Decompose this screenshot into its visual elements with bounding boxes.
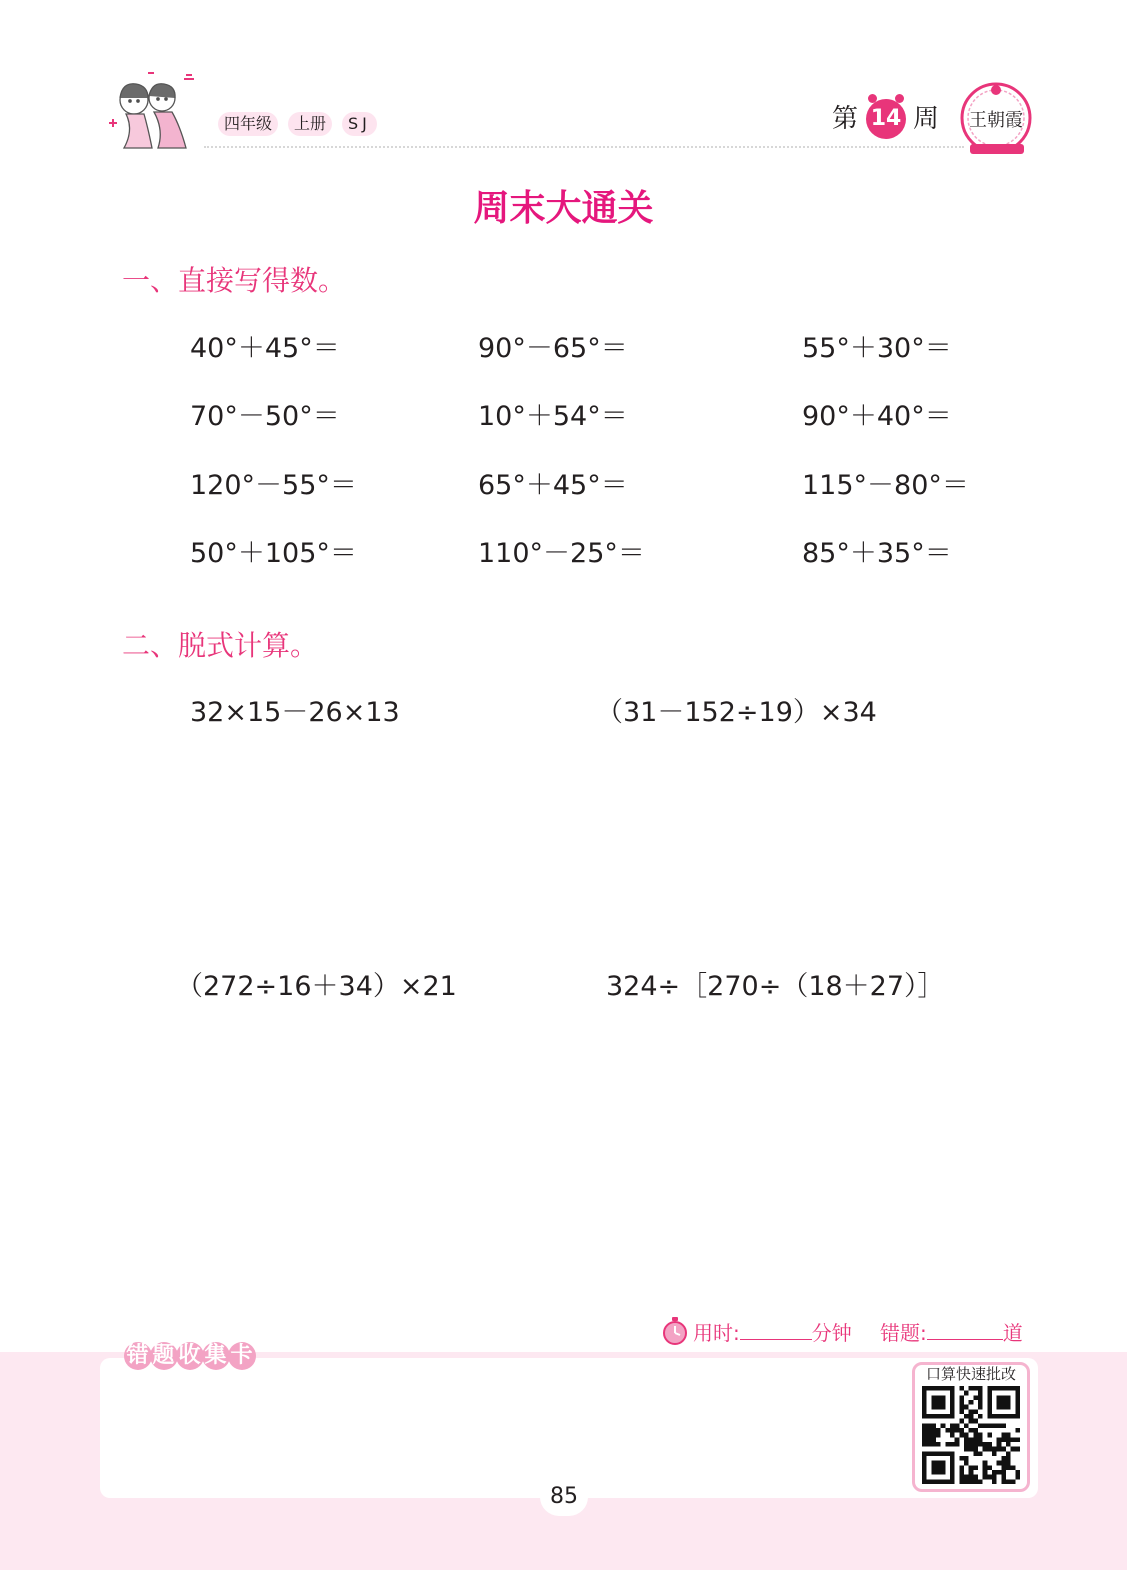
week-suffix: 周	[913, 104, 940, 134]
page-number: 85	[550, 1484, 578, 1509]
edition-tag: SJ	[342, 112, 377, 136]
section-heading-mental-math: 一、直接写得数。	[122, 264, 347, 297]
mental-math-item: 115°－80°＝	[802, 470, 969, 501]
calculation-item: （31－152÷19）×34	[596, 697, 877, 728]
mental-math-item: 40°＋45°＝	[190, 333, 340, 364]
page-title: 周末大通关	[473, 188, 654, 229]
qr-code[interactable]	[922, 1386, 1020, 1484]
error-unit: 道	[1002, 1321, 1023, 1345]
label-char: 收	[176, 1342, 204, 1370]
mental-math-item: 110°－25°＝	[478, 538, 645, 569]
brand-seal	[958, 80, 1036, 160]
mental-math-item: 90°＋40°＝	[802, 401, 952, 432]
header-divider	[204, 146, 964, 148]
grade-tag: 四年级	[218, 112, 278, 136]
error-count-field	[880, 1320, 1023, 1346]
time-used-field	[693, 1320, 852, 1346]
mental-math-item: 10°＋54°＝	[478, 401, 628, 432]
calculation-item: （272÷16＋34）×21	[176, 971, 457, 1002]
kids-illustration	[104, 70, 204, 154]
week-prefix: 第	[832, 104, 859, 134]
time-label: 用时:	[693, 1321, 740, 1345]
error-blank[interactable]	[927, 1321, 1003, 1340]
label-char: 错	[124, 1342, 152, 1370]
qr-caption: 口算快速批改	[925, 1365, 1016, 1383]
volume-tag: 上册	[288, 112, 332, 136]
label-char: 题	[150, 1342, 178, 1370]
stopwatch-icon	[661, 1316, 689, 1346]
alarm-clock-badge: 14	[866, 99, 906, 139]
mental-math-item: 65°＋45°＝	[478, 470, 628, 501]
label-char: 卡	[228, 1342, 256, 1370]
svg-text:王朝霞: 王朝霞	[969, 110, 1023, 131]
mental-math-item: 120°－55°＝	[190, 470, 357, 501]
calculation-item: 324÷［270÷（18＋27）］	[606, 971, 945, 1002]
mental-math-item: 55°＋30°＝	[802, 333, 952, 364]
time-unit: 分钟	[811, 1321, 852, 1345]
mental-math-item: 50°＋105°＝	[190, 538, 357, 569]
time-blank[interactable]	[740, 1321, 812, 1340]
mental-math-item: 70°－50°＝	[190, 401, 340, 432]
section-heading-step-calculation: 二、脱式计算。	[122, 629, 319, 662]
mental-math-item: 85°＋35°＝	[802, 538, 952, 569]
mental-math-item: 90°－65°＝	[478, 333, 628, 364]
mistake-card-label	[124, 1340, 254, 1372]
label-char: 集	[202, 1342, 230, 1370]
mistake-collection-card[interactable]	[100, 1358, 1038, 1498]
error-label: 错题:	[880, 1321, 927, 1345]
calculation-item: 32×15－26×13	[190, 697, 400, 728]
